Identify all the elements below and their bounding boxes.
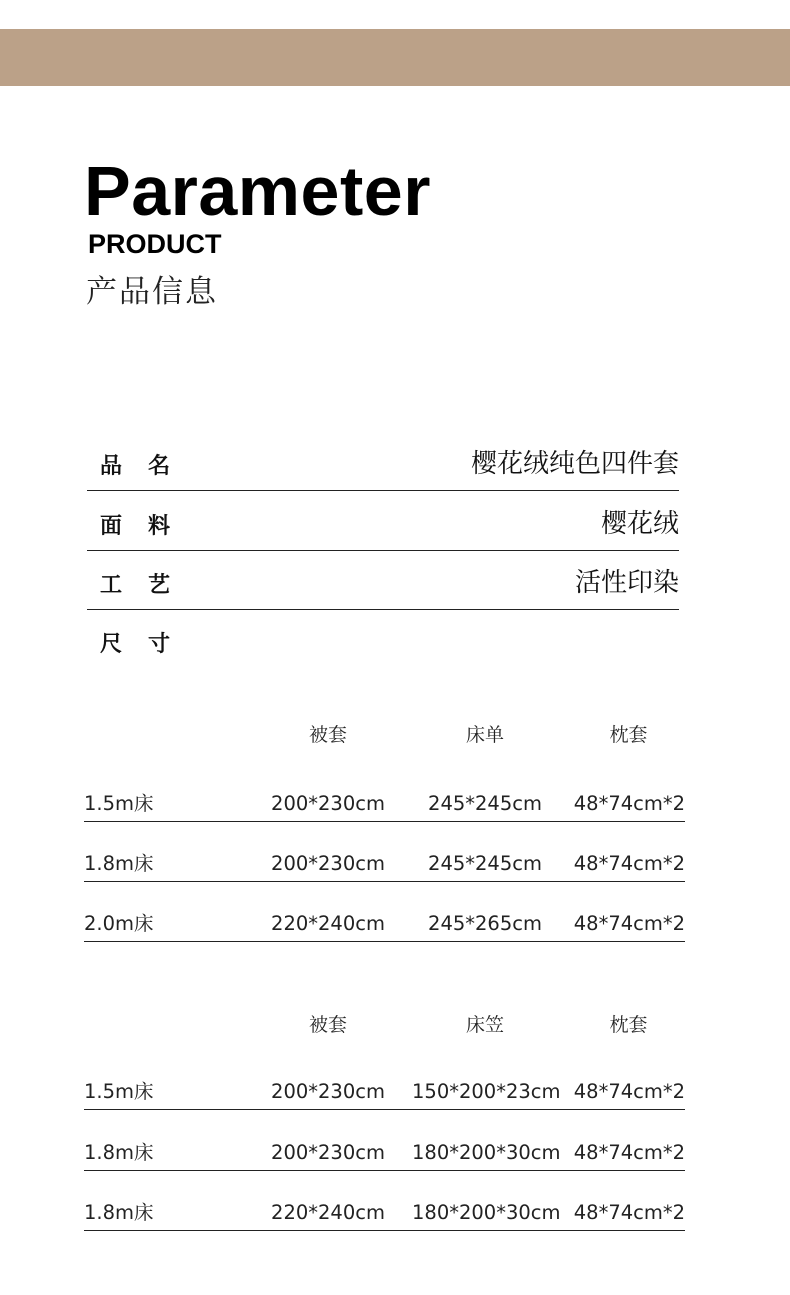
decorative-top-band <box>0 29 790 86</box>
table-cell: 220*240cm <box>271 912 385 935</box>
table-cell: 48*74cm*2 <box>573 912 685 935</box>
table-cell: 180*200*30cm <box>412 1141 561 1164</box>
table-cell: 200*230cm <box>271 1141 385 1164</box>
table-cell-bed-size: 2.0m床 <box>84 912 154 935</box>
table-cell-bed-size: 1.5m床 <box>84 792 154 815</box>
info-label: 尺寸 <box>100 632 197 657</box>
table-cell: 200*230cm <box>271 852 385 875</box>
table-row <box>84 1136 685 1171</box>
table-cell-bed-size: 1.8m床 <box>84 852 154 875</box>
table-cell: 180*200*30cm <box>412 1201 561 1224</box>
info-label: 工艺 <box>100 573 197 598</box>
info-value: 活性印染 <box>574 568 679 598</box>
size-table-fitted-sheet <box>84 1010 685 1224</box>
table-row <box>84 907 685 942</box>
info-value: 樱花绒纯色四件套 <box>470 449 679 479</box>
page-subtitle: PRODUCT <box>88 229 222 259</box>
table-header-row <box>84 720 685 750</box>
table-cell: 245*245cm <box>428 852 542 875</box>
table-header-cell: 枕套 <box>609 724 648 746</box>
table-cell: 245*245cm <box>428 792 542 815</box>
info-label: 品名 <box>100 454 197 479</box>
info-label: 面料 <box>100 514 197 539</box>
table-cell: 48*74cm*2 <box>573 852 685 875</box>
table-cell-bed-size: 1.8m床 <box>84 1201 154 1224</box>
table-cell: 48*74cm*2 <box>573 792 685 815</box>
info-row-product-name <box>87 430 679 491</box>
info-value: 樱花绒 <box>600 509 679 539</box>
table-header-row <box>84 1010 685 1040</box>
table-cell: 200*230cm <box>271 1080 385 1103</box>
table-row <box>84 787 685 822</box>
table-row <box>84 1075 685 1110</box>
info-row-size <box>87 608 679 668</box>
table-header-cell: 床单 <box>465 724 504 746</box>
table-cell: 48*74cm*2 <box>573 1080 685 1103</box>
table-cell: 48*74cm*2 <box>573 1141 685 1164</box>
table-cell-bed-size: 1.5m床 <box>84 1080 154 1103</box>
table-header-cell: 枕套 <box>609 1014 648 1036</box>
table-cell-bed-size: 1.8m床 <box>84 1141 154 1164</box>
size-table-sheet <box>84 720 685 935</box>
table-header-cell: 床笠 <box>465 1014 504 1036</box>
info-row-craft <box>87 549 679 610</box>
table-cell: 150*200*23cm <box>412 1080 561 1103</box>
table-row <box>84 1196 685 1231</box>
page-subtitle-chinese: 产品信息 <box>86 274 218 310</box>
page-title: Parameter <box>84 152 431 230</box>
info-row-fabric <box>87 490 679 551</box>
table-header-cell: 被套 <box>308 1014 347 1036</box>
table-cell: 48*74cm*2 <box>573 1201 685 1224</box>
table-header-cell: 被套 <box>308 724 347 746</box>
table-row <box>84 847 685 882</box>
table-cell: 220*240cm <box>271 1201 385 1224</box>
table-cell: 200*230cm <box>271 792 385 815</box>
table-cell: 245*265cm <box>428 912 542 935</box>
